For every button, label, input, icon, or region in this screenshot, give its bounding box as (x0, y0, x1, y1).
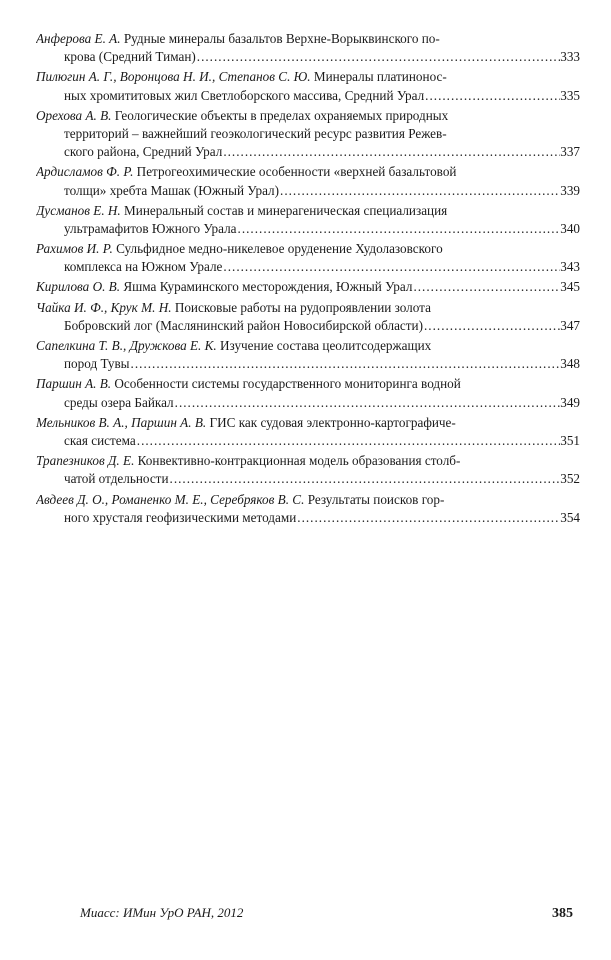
toc-authors: Анферова Е. А. (36, 31, 121, 46)
toc-entry (36, 491, 580, 527)
toc-page-number: 333 (560, 49, 580, 65)
toc-entry (36, 107, 580, 162)
toc-entry (36, 202, 580, 238)
toc-title-text: ного хрусталя геофизическими методами (64, 509, 297, 525)
dot-leader (237, 220, 561, 238)
toc-line (36, 470, 580, 488)
toc-entry (36, 278, 580, 296)
toc-title-text: крова (Средний Тиман) (64, 49, 196, 65)
toc-title-text: Яшма Кураминского месторождения, Южный Урал (123, 279, 413, 295)
toc-line (36, 278, 580, 296)
dot-leader (412, 278, 560, 296)
toc-line (36, 414, 580, 432)
toc-line (36, 337, 580, 355)
toc-title-text: чатой отдельности (64, 471, 169, 487)
dot-leader (196, 48, 560, 66)
toc-title-text: Геологические объекты в пределах охраняемых природных (114, 107, 449, 123)
toc-title-text: Изучение состава цеолитсодержащих (219, 338, 432, 353)
toc-page-number: 351 (560, 432, 580, 448)
page-footer (80, 905, 573, 922)
toc-title-text: ского района, Средний Урал (64, 144, 223, 160)
toc-entry (36, 30, 580, 66)
toc-title-text: Бобровский лог (Маслянинский район Новосибирской области) (64, 317, 423, 333)
toc-page-number: 343 (560, 259, 580, 275)
toc-title-text: территорий – важнейший геоэкологический ресурс развития Режев- (64, 125, 447, 141)
toc-authors: Кирилова О. В. (36, 279, 121, 295)
toc-title-text: ГИС как судовая электронно-картографиче- (209, 414, 456, 430)
toc-line (36, 107, 580, 125)
dot-leader (222, 143, 560, 161)
toc-line (36, 30, 580, 48)
table-of-contents (36, 30, 580, 529)
toc-title-text: комплекса на Южном Урале (64, 259, 223, 275)
toc-authors: Дусманов Е. Н. (36, 202, 121, 218)
toc-entry (36, 337, 580, 373)
toc-line (36, 491, 580, 509)
toc-title-text: Сульфидное медно-никелевое оруденение Худолазовского (116, 241, 443, 257)
toc-authors: Авдеев Д. О., Романенко М. Е., Серебряков В. С. (36, 491, 305, 507)
toc-line (36, 240, 580, 258)
dot-leader (136, 432, 560, 450)
toc-page-number: 352 (560, 471, 580, 487)
dot-leader (222, 258, 560, 276)
toc-page-number: 339 (560, 182, 580, 198)
toc-title-text: пород Тувы (64, 356, 130, 372)
toc-authors: Пилюгин А. Г., Воронцова Н. И., Степанов С. Ю. (36, 69, 311, 85)
toc-authors: Ардисламов Ф. Р. (36, 164, 134, 180)
toc-line (36, 394, 580, 412)
page-number: 385 (552, 906, 573, 921)
toc-line (36, 299, 580, 317)
toc-line (36, 355, 580, 373)
toc-title-text: Минералы платинонос- (313, 69, 447, 85)
dot-leader (130, 355, 561, 373)
toc-line (36, 509, 580, 527)
toc-page-number: 348 (560, 356, 580, 372)
toc-line (36, 258, 580, 276)
toc-entry (36, 452, 580, 488)
toc-title-text: Конвективно-контракционная модель образования столб- (137, 453, 461, 469)
dot-leader (174, 394, 561, 412)
toc-line (36, 432, 580, 450)
toc-title-text: Минеральный состав и минерагеническая специализация (124, 202, 448, 218)
toc-title-text: ных хромититовых жил Светлоборского массива, Средний Урал (64, 87, 425, 103)
dot-leader (169, 470, 561, 488)
toc-entry (36, 375, 580, 411)
toc-page-number: 337 (560, 144, 580, 160)
toc-entry (36, 163, 580, 199)
toc-authors: Трапезников Д. Е. (36, 453, 135, 469)
toc-page-number: 345 (560, 279, 580, 295)
toc-authors: Сапелкина Т. В., Дружкова Е. К. (36, 338, 217, 353)
toc-line (36, 125, 580, 143)
toc-line (36, 202, 580, 220)
toc-line (36, 182, 580, 200)
dot-leader (296, 509, 560, 527)
toc-title-text: Поисковые работы на рудопроявлении золота (174, 299, 431, 315)
toc-authors: Рахимов И. Р. (36, 241, 113, 257)
toc-title-text: толщи» хребта Машак (Южный Урал) (64, 182, 280, 198)
toc-line (36, 68, 580, 86)
toc-entry (36, 414, 580, 450)
toc-line (36, 220, 580, 238)
toc-authors: Чайка И. Ф., Крук М. Н. (36, 299, 172, 315)
toc-authors: Мельников В. А., Паршин А. В. (36, 414, 207, 430)
toc-page-number: 335 (560, 87, 580, 103)
dot-leader (424, 87, 560, 105)
toc-title-text: Особенности системы государственного мониторинга водной (114, 376, 461, 392)
toc-line (36, 48, 580, 66)
toc-line (36, 143, 580, 161)
toc-line (36, 317, 580, 335)
dot-leader (423, 317, 560, 335)
toc-title-text: Петрогеохимические особенности «верхней базальтовой (136, 164, 457, 180)
toc-authors: Паршин А. В. (36, 376, 112, 392)
toc-title-text: ская система (64, 432, 136, 448)
toc-entry (36, 68, 580, 104)
toc-entry (36, 299, 580, 335)
toc-line (36, 375, 580, 393)
dot-leader (279, 182, 560, 200)
toc-page-number: 349 (560, 394, 580, 410)
toc-page-number: 354 (560, 509, 580, 525)
toc-line (36, 452, 580, 470)
toc-authors: Орехова А. В. (36, 107, 112, 123)
toc-entry (36, 240, 580, 276)
toc-page-number: 347 (560, 317, 580, 333)
toc-title-text: ультрамафитов Южного Урала (64, 220, 237, 236)
toc-page-number: 340 (560, 220, 580, 236)
toc-line (36, 163, 580, 181)
toc-title-text: среды озера Байкал (64, 394, 174, 410)
toc-title-text: Результаты поисков гор- (307, 491, 445, 507)
toc-title-text: Рудные минералы базальтов Верхне-Ворыквинского по- (123, 31, 440, 46)
toc-line (36, 87, 580, 105)
publisher-line: Миасс: ИМин УрО РАН, 2012 (80, 905, 244, 920)
